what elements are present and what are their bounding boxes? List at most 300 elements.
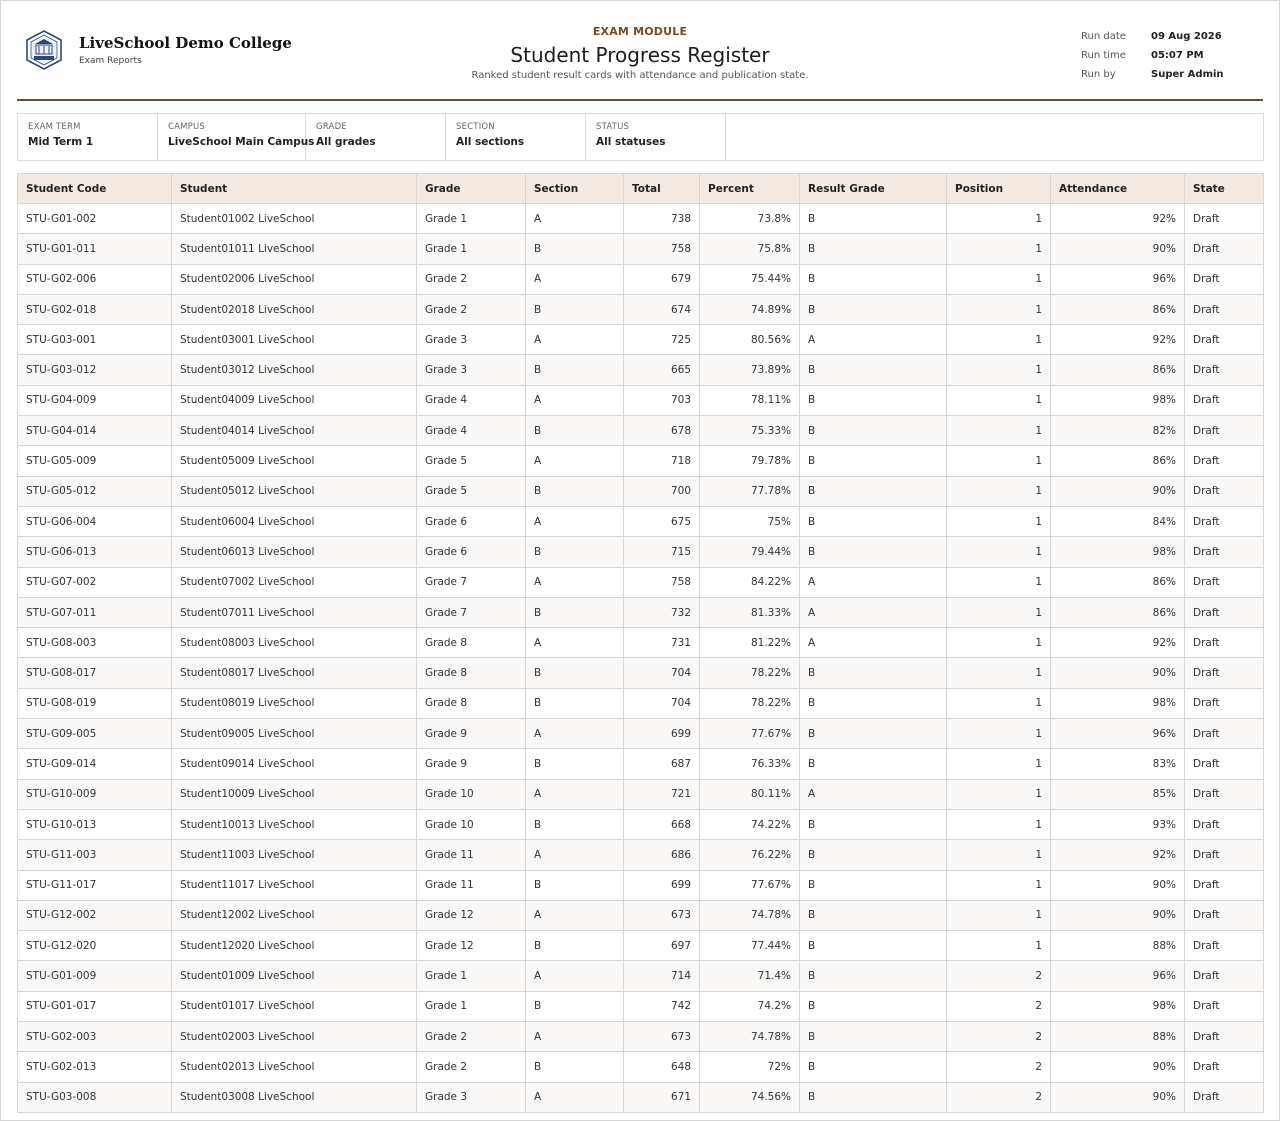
attendance-cell: 93% xyxy=(1051,809,1185,839)
position-cell: 1 xyxy=(947,204,1051,234)
grade-cell: Grade 11 xyxy=(417,870,526,900)
result-grade-cell: B xyxy=(800,355,947,385)
state-cell: Draft xyxy=(1185,355,1264,385)
percent-cell: 75% xyxy=(700,506,800,536)
table-row xyxy=(18,416,1264,446)
section-cell: B xyxy=(526,476,624,506)
table-row xyxy=(18,870,1264,900)
position-cell: 1 xyxy=(947,628,1051,658)
state-cell: Draft xyxy=(1185,1082,1264,1112)
table-row xyxy=(18,961,1264,991)
col-header-student: Student xyxy=(172,174,417,204)
attendance-cell: 86% xyxy=(1051,294,1185,324)
position-cell: 1 xyxy=(947,234,1051,264)
percent-cell: 77.44% xyxy=(700,931,800,961)
result-grade-cell: B xyxy=(800,1082,947,1112)
filter-value: All sections xyxy=(456,136,525,148)
student-name-cell: Student11017 LiveSchool xyxy=(172,870,417,900)
state-cell: Draft xyxy=(1185,567,1264,597)
total-cell: 731 xyxy=(624,628,700,658)
section-cell: A xyxy=(526,961,624,991)
state-cell: Draft xyxy=(1185,931,1264,961)
table-header-row xyxy=(18,174,1264,204)
position-cell: 1 xyxy=(947,385,1051,415)
section-cell: B xyxy=(526,597,624,627)
state-cell: Draft xyxy=(1185,779,1264,809)
state-cell: Draft xyxy=(1185,416,1264,446)
attendance-cell: 86% xyxy=(1051,446,1185,476)
filter-grade xyxy=(306,114,446,160)
page-title: Student Progress Register xyxy=(510,43,770,67)
filter-value: LiveSchool Main Campus xyxy=(168,136,315,148)
col-header-section: Section xyxy=(526,174,624,204)
grade-cell: Grade 5 xyxy=(417,476,526,506)
position-cell: 2 xyxy=(947,961,1051,991)
state-cell: Draft xyxy=(1185,991,1264,1021)
grade-cell: Grade 1 xyxy=(417,991,526,1021)
student-code-cell: STU-G11-017 xyxy=(18,870,172,900)
run-by-value: Super Admin xyxy=(1151,69,1224,80)
attendance-cell: 90% xyxy=(1051,1052,1185,1082)
total-cell: 687 xyxy=(624,749,700,779)
run-meta xyxy=(1081,27,1224,84)
student-code-cell: STU-G01-017 xyxy=(18,991,172,1021)
attendance-cell: 86% xyxy=(1051,567,1185,597)
student-code-cell: STU-G10-013 xyxy=(18,809,172,839)
student-code-cell: STU-G06-004 xyxy=(18,506,172,536)
filter-label: GRADE xyxy=(316,122,347,132)
total-cell: 697 xyxy=(624,931,700,961)
student-code-cell: STU-G03-012 xyxy=(18,355,172,385)
total-cell: 738 xyxy=(624,204,700,234)
total-cell: 699 xyxy=(624,719,700,749)
grade-cell: Grade 4 xyxy=(417,385,526,415)
student-code-cell: STU-G11-003 xyxy=(18,840,172,870)
position-cell: 1 xyxy=(947,809,1051,839)
section-cell: A xyxy=(526,900,624,930)
table-row xyxy=(18,537,1264,567)
section-cell: A xyxy=(526,779,624,809)
table-row xyxy=(18,264,1264,294)
result-grade-cell: B xyxy=(800,900,947,930)
student-code-cell: STU-G06-013 xyxy=(18,537,172,567)
state-cell: Draft xyxy=(1185,264,1264,294)
total-cell: 758 xyxy=(624,567,700,597)
page-subtitle: Ranked student result cards with attendance and publication state. xyxy=(471,70,809,81)
total-cell: 721 xyxy=(624,779,700,809)
result-grade-cell: B xyxy=(800,264,947,294)
result-grade-cell: B xyxy=(800,385,947,415)
table-row xyxy=(18,1022,1264,1052)
attendance-cell: 92% xyxy=(1051,204,1185,234)
table-row xyxy=(18,597,1264,627)
grade-cell: Grade 3 xyxy=(417,355,526,385)
position-cell: 1 xyxy=(947,294,1051,324)
percent-cell: 76.22% xyxy=(700,840,800,870)
position-cell: 1 xyxy=(947,597,1051,627)
table-row xyxy=(18,840,1264,870)
filter-bar xyxy=(17,113,1264,161)
student-code-cell: STU-G05-009 xyxy=(18,446,172,476)
state-cell: Draft xyxy=(1185,597,1264,627)
col-header-grade: Grade xyxy=(417,174,526,204)
table-row xyxy=(18,900,1264,930)
table-row xyxy=(18,658,1264,688)
table-row xyxy=(18,385,1264,415)
total-cell: 678 xyxy=(624,416,700,446)
section-cell: A xyxy=(526,264,624,294)
grade-cell: Grade 6 xyxy=(417,506,526,536)
percent-cell: 81.33% xyxy=(700,597,800,627)
position-cell: 1 xyxy=(947,355,1051,385)
state-cell: Draft xyxy=(1185,325,1264,355)
student-name-cell: Student01017 LiveSchool xyxy=(172,991,417,1021)
results-table xyxy=(17,173,1264,1113)
student-name-cell: Student01009 LiveSchool xyxy=(172,961,417,991)
percent-cell: 74.78% xyxy=(700,900,800,930)
percent-cell: 72% xyxy=(700,1052,800,1082)
col-header-student-code: Student Code xyxy=(18,174,172,204)
attendance-cell: 98% xyxy=(1051,688,1185,718)
attendance-cell: 96% xyxy=(1051,961,1185,991)
student-code-cell: STU-G12-020 xyxy=(18,931,172,961)
student-name-cell: Student10009 LiveSchool xyxy=(172,779,417,809)
position-cell: 1 xyxy=(947,931,1051,961)
col-header-result-grade: Result Grade xyxy=(800,174,947,204)
percent-cell: 77.67% xyxy=(700,870,800,900)
position-cell: 1 xyxy=(947,658,1051,688)
student-name-cell: Student02018 LiveSchool xyxy=(172,294,417,324)
percent-cell: 74.89% xyxy=(700,294,800,324)
state-cell: Draft xyxy=(1185,1022,1264,1052)
position-cell: 1 xyxy=(947,840,1051,870)
state-cell: Draft xyxy=(1185,506,1264,536)
position-cell: 1 xyxy=(947,325,1051,355)
grade-cell: Grade 7 xyxy=(417,567,526,597)
grade-cell: Grade 5 xyxy=(417,446,526,476)
position-cell: 2 xyxy=(947,1052,1051,1082)
section-cell: B xyxy=(526,809,624,839)
section-cell: B xyxy=(526,234,624,264)
report-header xyxy=(17,1,1263,101)
grade-cell: Grade 3 xyxy=(417,325,526,355)
total-cell: 704 xyxy=(624,688,700,718)
state-cell: Draft xyxy=(1185,385,1264,415)
section-cell: A xyxy=(526,325,624,355)
grade-cell: Grade 3 xyxy=(417,1082,526,1112)
table-row xyxy=(18,931,1264,961)
state-cell: Draft xyxy=(1185,628,1264,658)
student-code-cell: STU-G02-018 xyxy=(18,294,172,324)
section-cell: B xyxy=(526,1052,624,1082)
attendance-cell: 90% xyxy=(1051,476,1185,506)
student-name-cell: Student06013 LiveSchool xyxy=(172,537,417,567)
percent-cell: 78.11% xyxy=(700,385,800,415)
student-name-cell: Student04009 LiveSchool xyxy=(172,385,417,415)
table-row xyxy=(18,1052,1264,1082)
section-cell: A xyxy=(526,1082,624,1112)
student-name-cell: Student03008 LiveSchool xyxy=(172,1082,417,1112)
percent-cell: 74.2% xyxy=(700,991,800,1021)
total-cell: 671 xyxy=(624,1082,700,1112)
run-time-row xyxy=(1081,46,1224,65)
percent-cell: 75.8% xyxy=(700,234,800,264)
college-subtitle: Exam Reports xyxy=(79,56,142,66)
student-name-cell: Student02003 LiveSchool xyxy=(172,1022,417,1052)
total-cell: 700 xyxy=(624,476,700,506)
grade-cell: Grade 4 xyxy=(417,416,526,446)
table-row xyxy=(18,719,1264,749)
table-row xyxy=(18,749,1264,779)
section-cell: A xyxy=(526,446,624,476)
table-row xyxy=(18,294,1264,324)
total-cell: 674 xyxy=(624,294,700,324)
student-code-cell: STU-G12-002 xyxy=(18,900,172,930)
position-cell: 1 xyxy=(947,779,1051,809)
report-title-block xyxy=(17,25,1263,81)
percent-cell: 78.22% xyxy=(700,688,800,718)
total-cell: 703 xyxy=(624,385,700,415)
total-cell: 665 xyxy=(624,355,700,385)
position-cell: 1 xyxy=(947,688,1051,718)
attendance-cell: 86% xyxy=(1051,355,1185,385)
state-cell: Draft xyxy=(1185,749,1264,779)
filter-exam-term xyxy=(18,114,158,160)
state-cell: Draft xyxy=(1185,719,1264,749)
section-cell: B xyxy=(526,658,624,688)
state-cell: Draft xyxy=(1185,840,1264,870)
table-row xyxy=(18,688,1264,718)
student-code-cell: STU-G02-013 xyxy=(18,1052,172,1082)
attendance-cell: 98% xyxy=(1051,991,1185,1021)
attendance-cell: 88% xyxy=(1051,1022,1185,1052)
total-cell: 714 xyxy=(624,961,700,991)
position-cell: 2 xyxy=(947,991,1051,1021)
grade-cell: Grade 12 xyxy=(417,931,526,961)
filter-status xyxy=(586,114,726,160)
percent-cell: 79.44% xyxy=(700,537,800,567)
run-date-label: Run date xyxy=(1081,31,1126,42)
attendance-cell: 92% xyxy=(1051,840,1185,870)
result-grade-cell: B xyxy=(800,840,947,870)
percent-cell: 74.56% xyxy=(700,1082,800,1112)
run-by-row xyxy=(1081,65,1224,84)
result-grade-cell: B xyxy=(800,991,947,1021)
percent-cell: 81.22% xyxy=(700,628,800,658)
attendance-cell: 92% xyxy=(1051,628,1185,658)
percent-cell: 73.89% xyxy=(700,355,800,385)
result-grade-cell: A xyxy=(800,779,947,809)
position-cell: 1 xyxy=(947,870,1051,900)
attendance-cell: 96% xyxy=(1051,719,1185,749)
result-grade-cell: A xyxy=(800,597,947,627)
result-grade-cell: B xyxy=(800,749,947,779)
table-row xyxy=(18,355,1264,385)
student-code-cell: STU-G09-005 xyxy=(18,719,172,749)
grade-cell: Grade 10 xyxy=(417,779,526,809)
student-name-cell: Student03001 LiveSchool xyxy=(172,325,417,355)
section-cell: B xyxy=(526,931,624,961)
state-cell: Draft xyxy=(1185,476,1264,506)
total-cell: 699 xyxy=(624,870,700,900)
position-cell: 1 xyxy=(947,416,1051,446)
grade-cell: Grade 2 xyxy=(417,1052,526,1082)
total-cell: 758 xyxy=(624,234,700,264)
result-grade-cell: A xyxy=(800,628,947,658)
state-cell: Draft xyxy=(1185,870,1264,900)
student-name-cell: Student07011 LiveSchool xyxy=(172,597,417,627)
result-grade-cell: B xyxy=(800,719,947,749)
student-name-cell: Student09005 LiveSchool xyxy=(172,719,417,749)
result-grade-cell: A xyxy=(800,567,947,597)
col-header-attendance: Attendance xyxy=(1051,174,1185,204)
grade-cell: Grade 7 xyxy=(417,597,526,627)
run-date-value: 09 Aug 2026 xyxy=(1151,31,1222,42)
student-code-cell: STU-G04-014 xyxy=(18,416,172,446)
section-cell: B xyxy=(526,416,624,446)
percent-cell: 80.11% xyxy=(700,779,800,809)
total-cell: 704 xyxy=(624,658,700,688)
attendance-cell: 90% xyxy=(1051,234,1185,264)
section-cell: A xyxy=(526,840,624,870)
filter-campus xyxy=(158,114,315,160)
state-cell: Draft xyxy=(1185,294,1264,324)
student-code-cell: STU-G08-003 xyxy=(18,628,172,658)
percent-cell: 77.67% xyxy=(700,719,800,749)
student-name-cell: Student04014 LiveSchool xyxy=(172,416,417,446)
position-cell: 2 xyxy=(947,1082,1051,1112)
student-code-cell: STU-G08-019 xyxy=(18,688,172,718)
filter-value: Mid Term 1 xyxy=(28,136,94,148)
state-cell: Draft xyxy=(1185,809,1264,839)
student-name-cell: Student09014 LiveSchool xyxy=(172,749,417,779)
run-time-label: Run time xyxy=(1081,50,1126,61)
student-code-cell: STU-G02-003 xyxy=(18,1022,172,1052)
result-grade-cell: B xyxy=(800,961,947,991)
result-grade-cell: B xyxy=(800,658,947,688)
table-row xyxy=(18,628,1264,658)
student-code-cell: STU-G01-009 xyxy=(18,961,172,991)
table-row xyxy=(18,446,1264,476)
table-row xyxy=(18,1082,1264,1112)
grade-cell: Grade 6 xyxy=(417,537,526,567)
result-grade-cell: B xyxy=(800,294,947,324)
college-name: LiveSchool Demo College xyxy=(79,34,292,52)
state-cell: Draft xyxy=(1185,658,1264,688)
state-cell: Draft xyxy=(1185,1052,1264,1082)
total-cell: 718 xyxy=(624,446,700,476)
total-cell: 686 xyxy=(624,840,700,870)
total-cell: 673 xyxy=(624,1022,700,1052)
percent-cell: 75.44% xyxy=(700,264,800,294)
percent-cell: 77.78% xyxy=(700,476,800,506)
student-name-cell: Student08017 LiveSchool xyxy=(172,658,417,688)
grade-cell: Grade 10 xyxy=(417,809,526,839)
table-row xyxy=(18,567,1264,597)
result-grade-cell: B xyxy=(800,931,947,961)
state-cell: Draft xyxy=(1185,204,1264,234)
table-body xyxy=(18,204,1264,1113)
grade-cell: Grade 1 xyxy=(417,234,526,264)
filter-section xyxy=(446,114,586,160)
run-time-value: 05:07 PM xyxy=(1151,50,1204,61)
col-header-state: State xyxy=(1185,174,1264,204)
filter-label: STATUS xyxy=(596,122,630,132)
student-code-cell: STU-G03-008 xyxy=(18,1082,172,1112)
total-cell: 732 xyxy=(624,597,700,627)
student-name-cell: Student07002 LiveSchool xyxy=(172,567,417,597)
attendance-cell: 85% xyxy=(1051,779,1185,809)
state-cell: Draft xyxy=(1185,537,1264,567)
percent-cell: 74.22% xyxy=(700,809,800,839)
grade-cell: Grade 11 xyxy=(417,840,526,870)
student-name-cell: Student06004 LiveSchool xyxy=(172,506,417,536)
result-grade-cell: B xyxy=(800,1022,947,1052)
student-name-cell: Student12020 LiveSchool xyxy=(172,931,417,961)
attendance-cell: 90% xyxy=(1051,658,1185,688)
position-cell: 1 xyxy=(947,476,1051,506)
position-cell: 1 xyxy=(947,537,1051,567)
student-code-cell: STU-G03-001 xyxy=(18,325,172,355)
table-row xyxy=(18,325,1264,355)
section-cell: A xyxy=(526,628,624,658)
table-row xyxy=(18,991,1264,1021)
position-cell: 2 xyxy=(947,1022,1051,1052)
student-name-cell: Student03012 LiveSchool xyxy=(172,355,417,385)
position-cell: 1 xyxy=(947,506,1051,536)
student-name-cell: Student01011 LiveSchool xyxy=(172,234,417,264)
state-cell: Draft xyxy=(1185,446,1264,476)
section-cell: A xyxy=(526,719,624,749)
total-cell: 668 xyxy=(624,809,700,839)
filter-value: All grades xyxy=(316,136,376,148)
grade-cell: Grade 2 xyxy=(417,294,526,324)
attendance-cell: 84% xyxy=(1051,506,1185,536)
section-cell: A xyxy=(526,567,624,597)
attendance-cell: 86% xyxy=(1051,597,1185,627)
attendance-cell: 83% xyxy=(1051,749,1185,779)
results-table-wrap xyxy=(17,173,1263,1113)
student-code-cell: STU-G09-014 xyxy=(18,749,172,779)
student-name-cell: Student05009 LiveSchool xyxy=(172,446,417,476)
percent-cell: 73.8% xyxy=(700,204,800,234)
section-cell: A xyxy=(526,506,624,536)
filter-label: SECTION xyxy=(456,122,495,132)
percent-cell: 80.56% xyxy=(700,325,800,355)
student-code-cell: STU-G01-002 xyxy=(18,204,172,234)
percent-cell: 75.33% xyxy=(700,416,800,446)
percent-cell: 79.78% xyxy=(700,446,800,476)
student-code-cell: STU-G10-009 xyxy=(18,779,172,809)
total-cell: 742 xyxy=(624,991,700,1021)
section-cell: B xyxy=(526,870,624,900)
total-cell: 715 xyxy=(624,537,700,567)
grade-cell: Grade 1 xyxy=(417,961,526,991)
col-header-total: Total xyxy=(624,174,700,204)
student-code-cell: STU-G02-006 xyxy=(18,264,172,294)
position-cell: 1 xyxy=(947,749,1051,779)
total-cell: 673 xyxy=(624,900,700,930)
filter-label: CAMPUS xyxy=(168,122,206,132)
section-cell: B xyxy=(526,537,624,567)
position-cell: 1 xyxy=(947,446,1051,476)
section-cell: B xyxy=(526,688,624,718)
run-date-row xyxy=(1081,27,1224,46)
result-grade-cell: B xyxy=(800,446,947,476)
state-cell: Draft xyxy=(1185,900,1264,930)
table-row xyxy=(18,476,1264,506)
attendance-cell: 92% xyxy=(1051,325,1185,355)
